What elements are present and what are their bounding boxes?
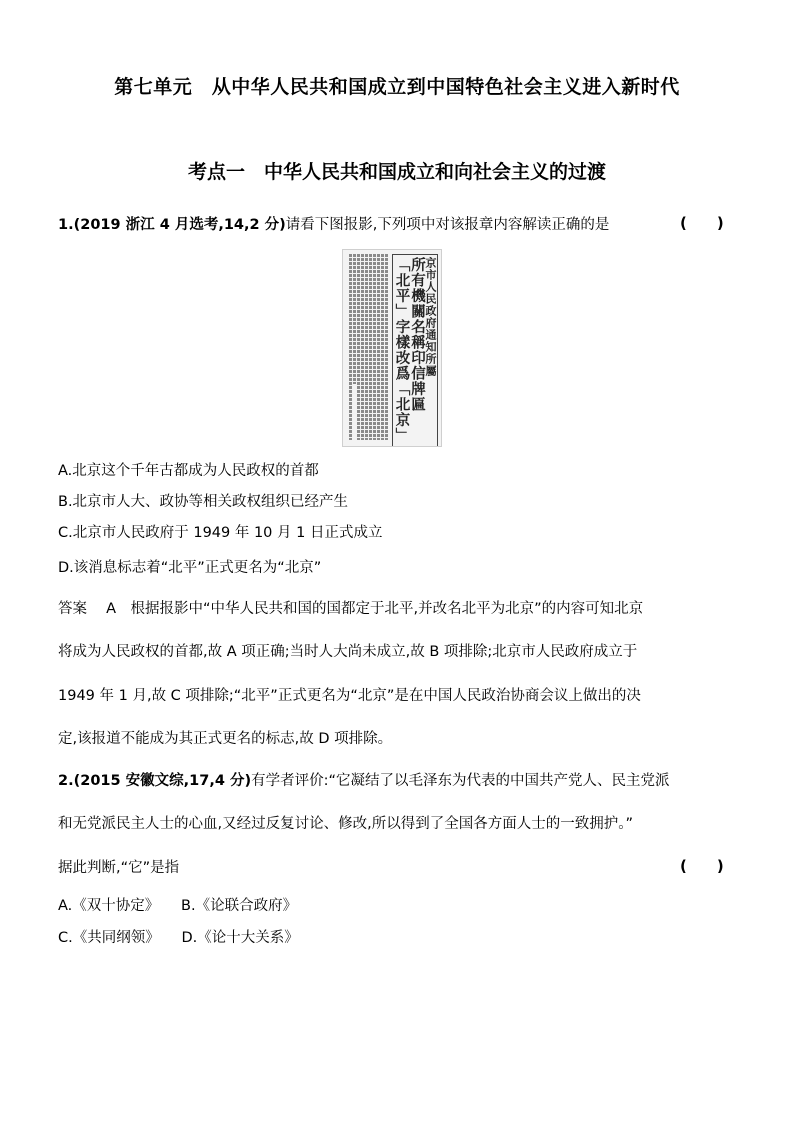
question-2-number: 2.	[58, 773, 74, 789]
question-1-number: 1.	[58, 217, 74, 233]
headline-line-2: 所有機關名稱印信牌匾	[409, 257, 426, 412]
newspaper-clipping-image	[342, 249, 442, 447]
question-1-option-a: A.北京这个千年古都成为人民政权的首都	[58, 463, 319, 479]
question-1-answer-line-2: 将成为人民政权的首都,故 A 项正确;当时人大尚未成立,故 B 项排除;北京市人民政府成立于	[58, 644, 638, 660]
question-1-option-d: D.该消息标志着“北平”正式更名为“北京”	[58, 560, 322, 576]
question-2-options-row-1: A.《双十协定》 B.《论联合政府》	[58, 898, 298, 914]
question-1-answer-line-4: 定,该报道不能成为其正式更名的标志,故 D 项排除。	[58, 731, 393, 747]
question-2-answer-blank: ( )	[680, 857, 724, 875]
newspaper-body-text	[346, 254, 388, 440]
question-2-stem-line-3: 据此判断,“它”是指	[58, 860, 180, 876]
headline-line-1: 京市人民政府通知所屬	[424, 257, 437, 377]
question-1-option-b: B.北京市人大、政协等相关政权组织已经产生	[58, 494, 349, 510]
question-1-text: 请看下图报影,下列项中对该报章内容解读正确的是	[285, 217, 610, 233]
question-2-source: (2015 安徽文综,17,4 分)	[73, 773, 252, 789]
question-1-answer-blank: ( )	[680, 214, 724, 232]
question-1-answer-line-1: 答案 A 根据报影中“中华人民共和国的国都定于北平,并改名北平为北京”的内容可知北京	[58, 601, 644, 617]
question-1-stem	[58, 213, 609, 234]
question-2-text-1: 有学者评价:“它凝结了以毛泽东为代表的中国共产党人、民主党派	[251, 773, 670, 789]
question-1-source: (2019 浙江 4 月选考,14,2 分)	[73, 217, 286, 233]
question-2-options-row-2: C.《共同纲领》 D.《论十大关系》	[58, 930, 299, 946]
question-1-answer-line-3: 1949 年 1 月,故 C 项排除;“北平”正式更名为“北京”是在中国人民政治协商会议上做出的决	[58, 688, 641, 704]
question-2-stem-line-2: 和无党派民主人士的心血,又经过反复讨论、修改,所以得到了全国各方面人士的一致拥护。”	[58, 816, 633, 832]
question-2-stem-line-1	[58, 769, 670, 790]
headline-line-3: 「北平」字樣改爲「北京」	[393, 257, 411, 443]
newspaper-headline	[392, 254, 438, 447]
unit-title: 第七单元 从中华人民共和国成立到中国特色社会主义进入新时代	[114, 76, 680, 98]
question-1-option-c: C.北京市人民政府于 1949 年 10 月 1 日正式成立	[58, 525, 383, 541]
section-title: 考点一 中华人民共和国成立和向社会主义的过渡	[187, 161, 606, 183]
